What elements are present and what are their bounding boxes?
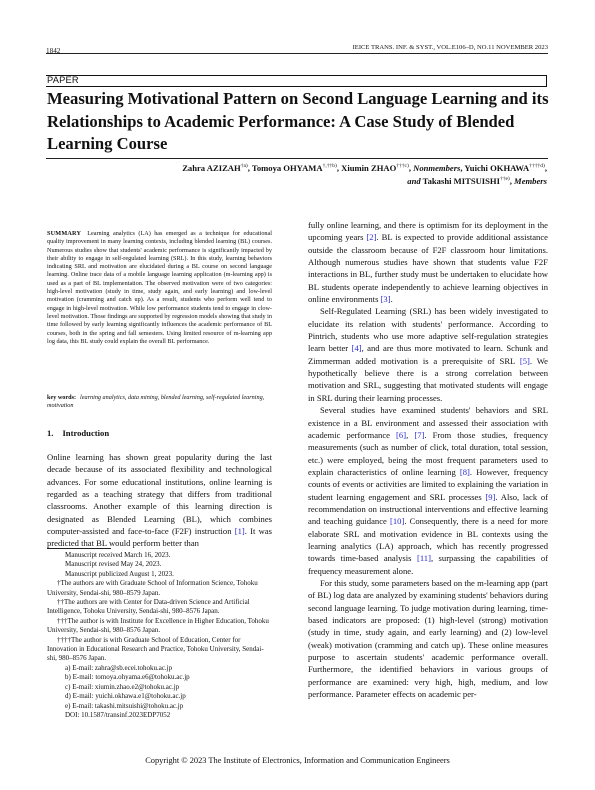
author-name: Xiumin ZHAO xyxy=(341,163,397,173)
citation-link[interactable]: [9] xyxy=(485,491,496,502)
abstract xyxy=(47,230,272,346)
keywords-text: learning analytics, data mining, blended learning, self-regulated learning, motivation xyxy=(47,394,265,410)
body-text: , xyxy=(406,429,415,440)
body-text: . BL is expected to provide additional assistance outside the classroom because of F2F classroom hour limitations. Although numerous studies have shown that students value F2F interactions in BL, further study must be undertaken to elucidate how BL students operate independently to achieve learning objectives in online environments xyxy=(308,232,548,305)
footnote-affiliation: †††The author is with Institute for Excellence in Higher Education, Tohoku University, Sendai-shi, 980–8576 Japan. xyxy=(47,616,269,635)
section-heading xyxy=(47,428,272,438)
keywords-label: key words: xyxy=(47,394,77,401)
footnote-affiliation: ††††The author is with Graduate School of Education, Center for Innovation in Educational Research and Practice, Tohoku University, Sendai-shi, 980–8576 Japan. xyxy=(47,635,264,663)
title-rule xyxy=(46,158,548,159)
citation-link[interactable]: [3] xyxy=(380,294,391,305)
body-text: . Also, lack of recommendation on instructional interventions and effective learning and teaching guidance xyxy=(308,491,549,527)
citation-link[interactable]: [7] xyxy=(414,429,425,440)
abstract-label: SUMMARY xyxy=(47,230,82,237)
body-text: fully online learning, and there is optimism for its deployment in the upcoming years xyxy=(308,220,548,243)
copyright-notice: Copyright © 2023 The Institute of Electronics, Information and Communication Engineers xyxy=(145,756,450,765)
membership-members: Members xyxy=(514,176,547,186)
body-text: Self-Regulated Learning (SRL) has been widely investigated to elucidate its relation with students' performance. According to Pintrich, students who use more adaptive self-regulation strategies learn better xyxy=(308,306,548,354)
citation-link[interactable]: [10] xyxy=(390,516,405,527)
intro-paragraph xyxy=(47,451,272,550)
footnote-revised: Manuscript revised May 24, 2023. xyxy=(65,560,162,569)
paper-category: PAPER xyxy=(47,75,79,85)
citation-link[interactable]: [6] xyxy=(396,429,407,440)
author-affiliation-mark: †,††b) xyxy=(322,163,337,170)
author-affiliation-mark: ††††d) xyxy=(529,163,545,170)
body-text: . xyxy=(390,294,393,305)
author-line-1: Zahra AZIZAH$^{\dagger a)}$, Tomoya $OHYAMA^{\dagger,\dagger\dagger b)}$, Xiumin ZHAO$^{\dagger\dagger\dagger c)}$, Nonmembers, Yuichi OKHAWA$^{\dagger\dagger\dagger\dagger d)}$, xyxy=(182,163,547,173)
author-name: Tomoya OHYAMA xyxy=(251,163,323,173)
author-affiliation-mark: †a) xyxy=(240,163,248,170)
footnote-email: a) E-mail: zahra@sb.ecei.tohoku.ac.jp xyxy=(65,663,173,672)
category-box xyxy=(46,75,547,87)
citation-link[interactable]: [5] xyxy=(519,355,530,366)
author-line-2: and Takashi MITSUISHI$^{\dagger\dagger e)}$, Members xyxy=(407,176,547,186)
paragraph xyxy=(308,219,548,305)
author-affiliation-mark: †††c) xyxy=(396,163,409,170)
citation-link[interactable]: [4] xyxy=(351,343,362,354)
paper-title: Measuring Motivational Pattern on Second Language Learning and its Relationships to Academic Performance: A Case Study of Blended Learning Course xyxy=(47,89,549,153)
footnote-rule xyxy=(47,548,111,549)
paragraph: For this study, some parameters based on the m-learning app (part of BL) log data are analyzed by examining students' behaviors during second language learning. To judge motivation during learning, time-based indicators are proposed: (1) high-level (strong) motivation (study in time, study again, and early learning) and (2) low-level (weak) motivation (cramming and catch up). These online measures purpose to ascertain students' academic performance overall. Furthermore, the identified behaviors in various groups of performance are examined: very high, high, medium, and low performance. Parameter effects on academic per- xyxy=(308,577,548,700)
footnote-email: d) E-mail: yuichi.okhawa.e1@tohoku.ac.jp xyxy=(65,692,186,701)
body-text: , surpassing the capabilities of frequency measurement alone. xyxy=(308,553,548,576)
page-number: 1842 xyxy=(46,47,61,55)
footnote-affiliation: ††The authors are with Center for Data-driven Science and Artificial Intelligence, Tohoku University, Sendai-shi, 980–8576 Japan. xyxy=(47,598,250,616)
abstract-text: Learning analytics (LA) has emerged as a technique for educational quality improvement in many learning contexts, including blended learning (BL) courses. Numerous studies show that students' academic performance is significantly impacted by their ability to engage in self-regulated learning (SRL). In this study, learning behaviors indicating SRL and motivation are elucidated during a BL course on second language learning. Online trace data of a mobile language learning application (m-learning app) is used as a part of BL implementation. The observed motivation were of two categories: high-level motivation (study in time, study again, and early learning) and low-level motivation (cramming and catch up). As a result, students who perform well tend to engage in high-level motivation. While low performance students tend to engage in clow-level motivation. Those findings are supported by regression models showing that study in time followed by early learning significantly influences the academic performance of BL courses, both in the spring and fall semesters. Using limited resource of m-learning app log data, this BL study could explain the overall BL performance. xyxy=(47,230,272,345)
footnote-email: c) E-mail: xiumin.zhao.e2@tohoku.ac.jp xyxy=(65,682,180,691)
footnotes xyxy=(47,551,272,720)
membership-nonmembers: Nonmembers xyxy=(413,163,461,173)
header-rule xyxy=(46,53,548,54)
keywords xyxy=(47,394,272,411)
body-text: Online learning has shown great popularity during the last decade because of its associated flexibility and technological advances. For some educational institutions, online learning is regarded as a teaching strategy that differs from traditional classrooms. Another example of this learning direction is designated as Blended Learning (BL), which combines computer-assisted and face-to-face (F2F) instruction xyxy=(47,452,272,537)
author-name: Zahra AZIZAH xyxy=(182,163,241,173)
section-title: Introduction xyxy=(62,428,110,438)
paragraph xyxy=(308,404,548,577)
author-affiliation-mark: ††e) xyxy=(499,176,510,183)
footnote-email: b) E-mail: tomoya.ohyama.e6@tohoku.ac.jp xyxy=(65,673,190,682)
body-text: . It was predicted that BL would perform better than xyxy=(47,526,273,549)
body-text: . Consequently, there is a need for more elaborate SRL and motivation evidence in BL contexts using the learning analytics (LA) approach, which has recently progressed towards time-based analysis xyxy=(308,516,548,564)
body-text: , and are thus more motivated to learn. Schunk and Zimmerman added motivation is a prerequisite of SRL xyxy=(308,343,548,366)
footnote-doi: DOI: 10.1587/transinf.2023EDP7052 xyxy=(65,710,171,719)
body-text: . From those studies, frequency measurements (such as number of click, total duration, total session, etc.) were employed, being the most frequent parameters used to explain characteristics of online learning xyxy=(308,429,549,477)
citation-link[interactable]: [2] xyxy=(366,232,377,243)
paragraph xyxy=(308,305,548,404)
footnote-received: Manuscript received March 16, 2023. xyxy=(65,551,171,559)
citation-link[interactable]: [1] xyxy=(234,526,245,537)
section-number: 1. xyxy=(47,428,54,438)
citation-link[interactable]: [11] xyxy=(416,553,431,564)
author-name: Takashi MITSUISHI xyxy=(422,176,500,186)
right-column-text xyxy=(308,219,548,700)
footnote-email: e) E-mail: takashi.mitsuishi@tohoku.ac.jp xyxy=(65,701,184,710)
journal-header: IEICE TRANS. INF. & SYST., VOL.E106–D, NO.11 NOVEMBER 2023 xyxy=(352,44,548,51)
author-conjunction: and xyxy=(407,176,421,186)
body-text: . However, frequency counts of events or activities are limited to explaining the variation in student learning engagement and SRL processes xyxy=(308,466,548,502)
footnote-affiliation: †The authors are with Graduate School of Information Science, Tohoku University, Sendai-shi, 980–8579 Japan. xyxy=(47,579,258,597)
body-text: Several studies have examined students' behaviors and SRL existence in a BL environment and assessed their association with academic performance xyxy=(308,405,548,440)
body-text: . We hypothetically believe there is a strong correlation between motivation and SRL, suggesting that motivated students will engage in SRL during their learning processes. xyxy=(308,355,548,403)
citation-link[interactable]: [8] xyxy=(459,466,470,477)
footnote-publicized: Manuscript publicized August 1, 2023. xyxy=(65,569,174,578)
author-name: Yuichi OKHAWA xyxy=(464,163,530,173)
